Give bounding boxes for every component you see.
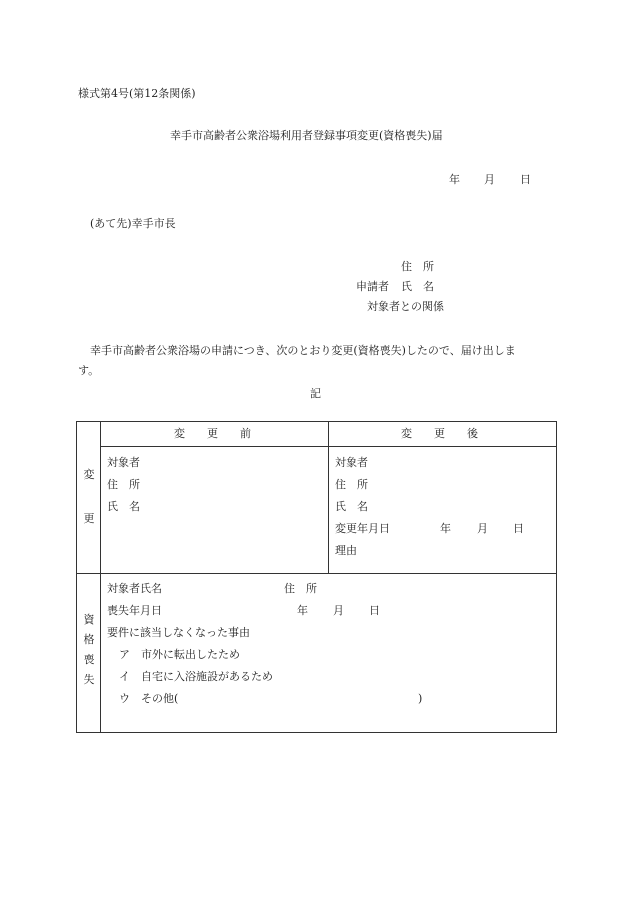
- loss-reason-heading: 要件に該当しなくなった事由: [107, 626, 250, 639]
- change-date-year: 年: [440, 522, 451, 535]
- reason-label: 理由: [335, 544, 357, 557]
- form-number: 様式第4号(第12条関係): [78, 87, 196, 100]
- table-left-border: [76, 421, 77, 733]
- form-title: 幸手市高齢者公衆浴場利用者登録事項変更(資格喪失)届: [170, 129, 443, 142]
- ki-label: 記: [310, 387, 321, 400]
- statement-line-1: 幸手市高齢者公衆浴場の申請につき、次のとおり変更(資格喪失)したので、届け出しま: [90, 344, 516, 357]
- loss-section-char: 格: [83, 633, 95, 646]
- statement-line-2: す。: [78, 364, 100, 377]
- before-address-label: 住 所: [107, 478, 140, 491]
- loss-section-char: 資: [83, 613, 95, 626]
- loss-reason-option: ア 市外に転出したため: [119, 648, 240, 661]
- date-year-label: 年: [449, 173, 460, 186]
- change-date-day: 日: [513, 522, 524, 535]
- before-change-header: 変 更 前: [174, 427, 251, 440]
- after-name-label: 氏 名: [335, 500, 368, 513]
- after-address-label: 住 所: [335, 478, 368, 491]
- table-label-column-divider: [100, 421, 101, 733]
- table-bottom-border: [76, 732, 557, 733]
- table-top-border: [76, 421, 557, 422]
- loss-date-year: 年: [297, 604, 308, 617]
- date-day-label: 日: [520, 173, 531, 186]
- loss-date-label: 喪失年月日: [107, 604, 162, 617]
- before-target-label: 対象者: [107, 456, 140, 469]
- loss-section-char: 喪: [83, 653, 95, 666]
- loss-reason-option: ウ その他(: [119, 692, 179, 705]
- change-date-label: 変更年月日: [335, 522, 390, 535]
- loss-date-month: 月: [333, 604, 344, 617]
- after-target-label: 対象者: [335, 456, 368, 469]
- table-right-border: [556, 421, 557, 733]
- addressee: (あて先)幸手市長: [90, 217, 176, 230]
- table-section-divider: [76, 573, 557, 574]
- applicant-name-label: 氏 名: [401, 280, 434, 293]
- after-change-header: 変 更 後: [401, 427, 478, 440]
- applicant-address-label: 住 所: [401, 260, 434, 273]
- loss-section-label: [77, 614, 101, 685]
- change-section-char: 更: [83, 512, 95, 525]
- applicant-prefix: 申請者: [356, 280, 389, 293]
- loss-section-char: 失: [83, 673, 95, 686]
- loss-address-label: 住 所: [284, 582, 317, 595]
- change-date-month: 月: [477, 522, 488, 535]
- loss-reason-close-paren: ): [418, 692, 423, 705]
- loss-date-day: 日: [369, 604, 380, 617]
- loss-reason-option: イ 自宅に入浴施設があるため: [119, 670, 273, 683]
- change-section-char: 変: [83, 468, 95, 481]
- date-month-label: 月: [484, 173, 495, 186]
- table-before-after-divider: [328, 421, 329, 574]
- change-section-label: [77, 469, 101, 524]
- before-name-label: 氏 名: [107, 500, 140, 513]
- loss-target-name-label: 対象者氏名: [107, 582, 162, 595]
- applicant-relation-label: 対象者との関係: [367, 300, 444, 313]
